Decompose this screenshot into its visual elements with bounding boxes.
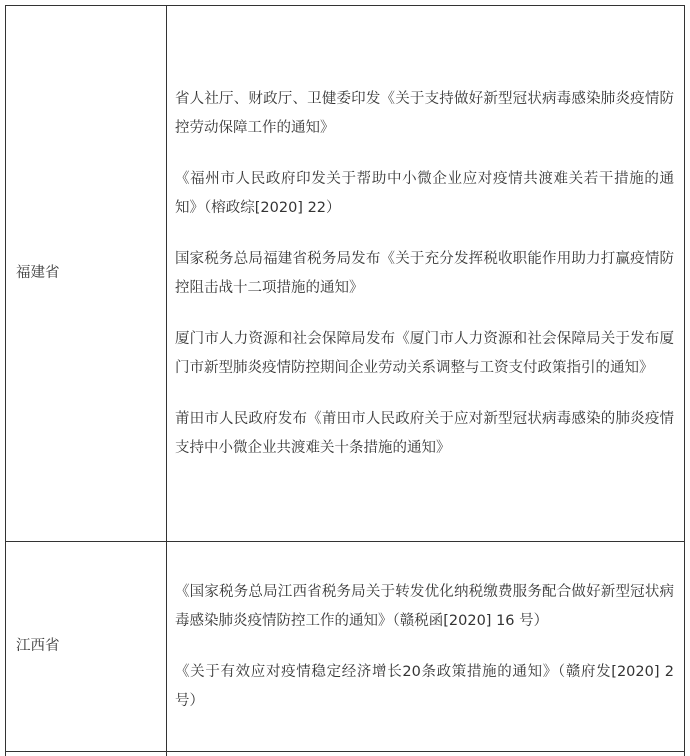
policy-table [5,5,685,756]
policy-item: 国家税务总局福建省税务局发布《关于充分发挥税收职能作用助力打赢疫情防控阻击战十二项措施的通知》 [175,250,674,296]
policy-list [175,578,674,716]
policy-item: 《国家税务总局江西省税务局关于转发优化纳税缴费服务配合做好新型冠状病毒感染肺炎疫情防控工作的通知》（赣税函[2020] 16 号） [175,583,674,629]
province-cell [6,6,167,542]
province-name: 福建省 [16,265,60,281]
policy-item: 厦门市人力资源和社会保障局发布《厦门市人力资源和社会保障局关于发布厦门市新型肺炎疫情防控期间企业劳动关系调整与工资支付政策指引的通知》 [175,330,674,376]
policy-list-cell [167,542,685,752]
policy-list [175,85,674,463]
policy-item: 《福州市人民政府印发关于帮助中小微企业应对疫情共渡难关若干措施的通知》（榕政综[2020] 22） [175,170,674,216]
province-name: 江西省 [16,638,60,654]
policy-item: 莆田市人民政府发布《莆田市人民政府关于应对新型冠状病毒感染的肺炎疫情支持中小微企业共渡难关十条措施的通知》 [175,410,674,456]
policy-list-cell-empty [167,752,685,756]
policy-item: 《关于有效应对疫情稳定经济增长20条政策措施的通知》（赣府发[2020] 2号） [175,663,674,709]
province-cell [6,542,167,752]
province-cell-empty [6,752,167,756]
table-row-partial [6,752,685,756]
table-row-jiangxi [6,542,685,752]
policy-item: 省人社厅、财政厅、卫健委印发《关于支持做好新型冠状病毒感染肺炎疫情防控劳动保障工作的通知》 [175,90,674,136]
table-row-fujian [6,6,685,542]
policy-list-cell [167,6,685,542]
